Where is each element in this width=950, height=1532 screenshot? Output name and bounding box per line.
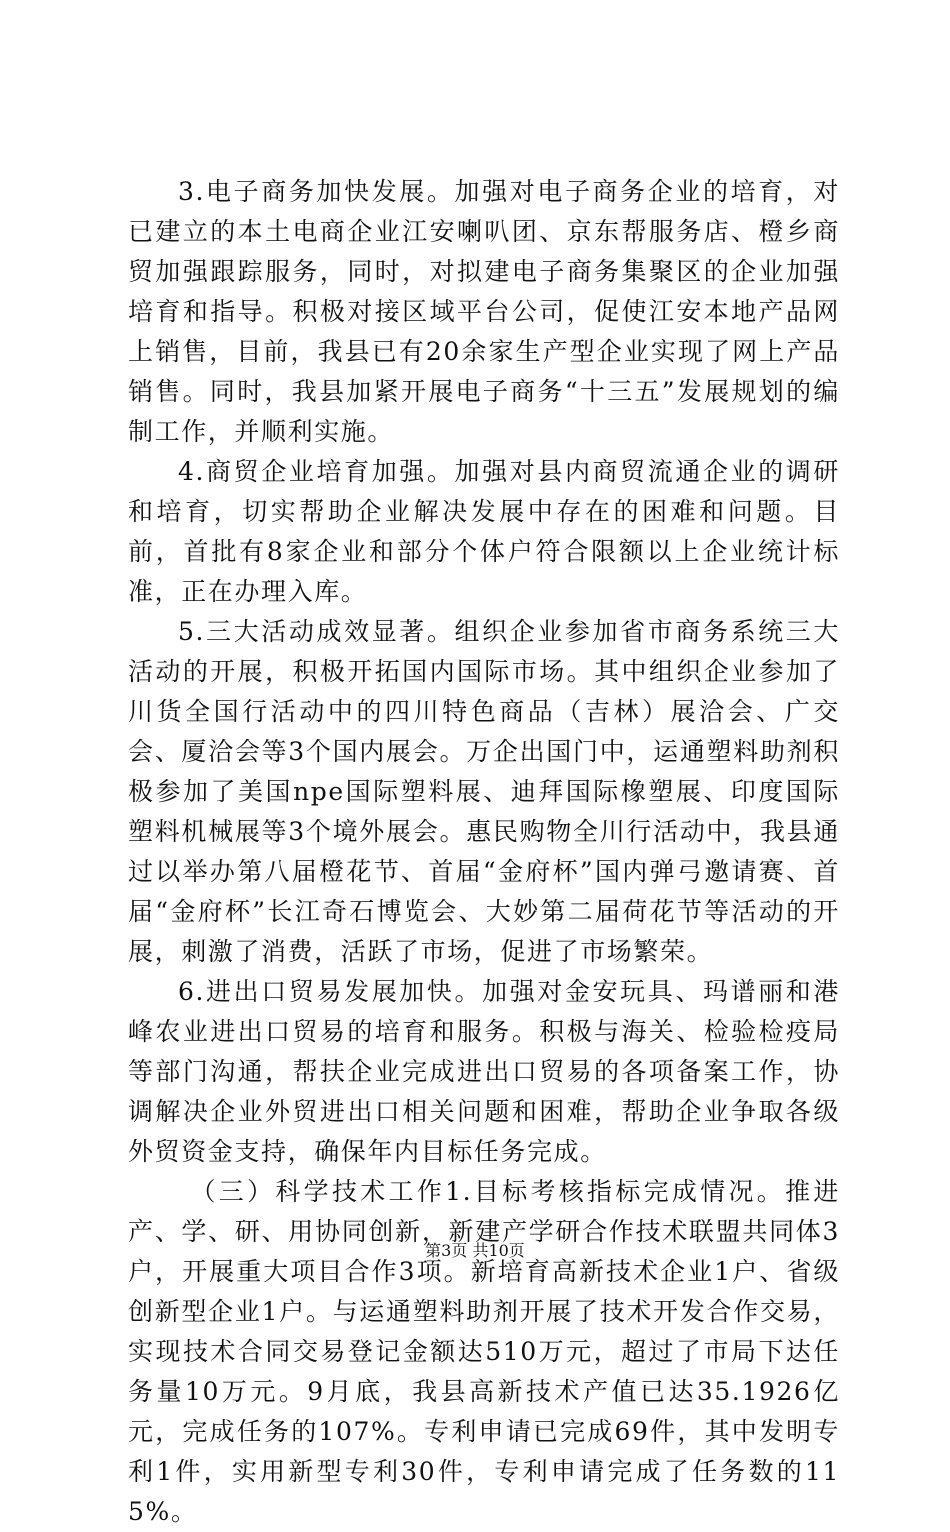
paragraph-science-technology: （三）科学技术工作1.目标考核指标完成情况。推进产、学、研、用协同创新，新建产学研合作技术联盟共同体3户，开展重大项目合作3项。新培育高新技术企业1户、省级创新型企业1户。与运通塑料助剂开展了技术开发合作交易，实现技术合同交易登记金额达510万元，超过了市局下达任务量10万元。9月底，我县高新技术产值已达35.1926亿元，完成任务的107%。专利申请已完成69件，其中发明专利1件，实用新型专利30件，专利申请完成了任务数的115%。: [128, 1177, 840, 1526]
paragraph-ecommerce: 3.电子商务加快发展。加强对电子商务企业的培育，对已建立的本土电商企业江安喇叭团、京东帮服务店、橙乡商贸加强跟踪服务，同时，对拟建电子商务集聚区的企业加强培育和指导。积极对接区域平台公司，促使江安本地产品网上销售，目前，我县已有20余家生产型企业实现了网上产品销售。同时，我县加紧开展电子商务“十三五”发展规划的编制工作，并顺利实施。: [128, 177, 840, 446]
page-footer: 第3页 共10页: [425, 1241, 525, 1260]
paragraph-commerce-enterprises: 4.商贸企业培育加强。加强对县内商贸流通企业的调研和培育，切实帮助企业解决发展中存在的困难和问题。目前，首批有8家企业和部分个体户符合限额以上企业统计标准，正在办理入库。: [128, 457, 840, 606]
paragraph-import-export: 6.进出口贸易发展加快。加强对金安玩具、玛谱丽和港峰农业进出口贸易的培育和服务。积极与海关、检验检疫局等部门沟通，帮扶企业完成进出口贸易的各项备案工作，协调解决企业外贸进出口相关问题和困难，帮助企业争取各级外贸资金支持，确保年内目标任务完成。: [128, 977, 840, 1166]
document-body: [128, 172, 840, 1532]
paragraph-three-activities: 5.三大活动成效显著。组织企业参加省市商务系统三大活动的开展，积极开拓国内国际市场。其中组织企业参加了川货全国行活动中的四川特色商品（吉林）展洽会、广交会、厦洽会等3个国内展会。万企出国门中，运通塑料助剂积极参加了美国npe国际塑料展、迪拜国际橡塑展、印度国际塑料机械展等3个境外展会。惠民购物全川行活动中，我县通过以举办第八届橙花节、首届“金府杯”国内弹弓邀请赛、首届“金府杯”长江奇石博览会、大妙第二届荷花节等活动的开展，刺激了消费，活跃了市场，促进了市场繁荣。: [128, 617, 840, 966]
